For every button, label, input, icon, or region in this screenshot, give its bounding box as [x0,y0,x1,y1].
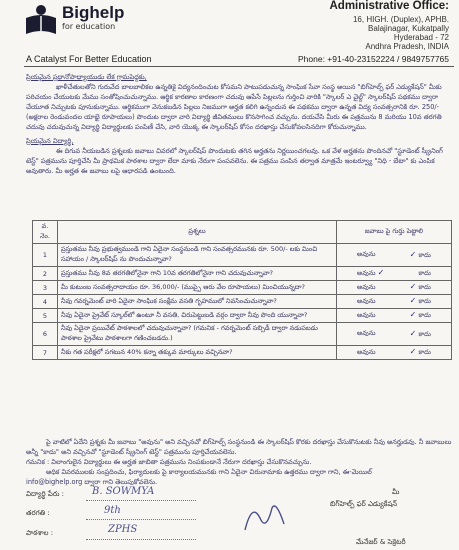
row-question: నీవు ఏదైనా ప్రయివేట్ పాఠశాలలో చదువుచున్నావా? (గమనిక - గవర్నమెంట్ సబ్సిడీ ద్వారా నడుపబడు పాఠశాల ప్రైవేటు పాఠశాలగా గణించబడదు.) [58,323,337,346]
answer-no-option[interactable]: ✓ కాదు [409,328,431,338]
row-number: 4 [33,295,58,309]
col-header-answer: జవాబు పై గుర్తు పెట్టాలి [337,221,452,244]
row-answer [337,323,452,346]
student-name-label: విద్యార్థి పేరు : [26,490,64,498]
class-underline [86,519,196,520]
class-label: తరగతి : [26,509,50,517]
answer-no-option[interactable]: కాదు [418,268,431,277]
tagline: A Catalyst For Better Education [26,54,152,64]
eligibility-table [32,220,452,360]
row-answer [337,281,452,295]
salutation: ప్రియమైన ప్రధానోపాధ్యాయుడు లేక గ్రామపెద్దకు, [26,73,147,81]
sign-for: మీ [392,488,400,496]
row-number: 7 [33,346,58,360]
address-line: 16, HIGH. (Duplex), APHB. [352,15,449,24]
row-number: 6 [33,323,58,346]
class-value[interactable]: 9th [104,505,121,516]
col-header-number: వ. నెం. [33,221,58,244]
header-divider [24,66,454,67]
letterhead [0,0,459,66]
school-label: పాఠశాల : [26,529,54,537]
table-row [33,295,452,309]
check-mark-icon: ✓ [409,328,417,338]
table-row [33,346,452,360]
table-header-row [33,221,452,244]
row-number: 5 [33,309,58,323]
col-header-questions: ప్రశ్నలు [58,221,337,244]
phone-number: Phone: +91-40-23152224 / 9849757765 [297,54,449,64]
check-mark-icon: ✓ [409,296,417,305]
check-mark-icon: ✓ [409,282,417,291]
address-line: Balajinagar, Kukatpally [368,24,449,33]
email-line: info@bighelp.org ద్వారా గాని తెలుపుకోవలెను. [26,478,158,486]
check-mark-icon: ✓ [377,268,385,277]
row-answer [337,244,452,267]
row-question: నీకు గత పరీక్షలో సగటున 40% కన్నా తక్కువ మార్కులు వచ్చినవా? [58,346,337,360]
table-row [33,244,452,267]
student-name-value[interactable]: B. SOWMYA [92,486,155,497]
intro-paragraph: ఖాళీచేతులతోని గురువేద బాలబాలికల ఉన్నతికై విద్యనందించుట కోసమని పాటుపడుచున్న సాంఘిక సేవా సంస్థ అయిన "బిగ్‌హెల్ప్ ఫర్ ఎడ్యుకేషన్" మీకు పరిచయం చేయుటకు మేము సంతోషించుచున్నాము. ఆర్థిక కారణాల కారణంగా చదువు ఆపేసే పిల్లలను గుర్తించి వారికి "స్కాలర్ ఎ చైల్డ్" స్కాలర్‌షిప్ పథకము ద్వారా చేయూత నిచ్చుటకు పూనుకున్నాము. ఆర్థికముగా వెనుకబడిన పిల్లలు నిజముగా అర్హత కలిగి ఉన్నందున ఈ పథకము ద్వారా ఉన్నత విద్య సంవత్సరానికి రూ. 250/- (అక్షరాల రెండువందల యాభై రూపాయలు) పొందుట ద్వారా వారి విద్యార్థి జీవితములు కొనసాగించ వచ్చును. దయచేసి మీరు ఈ పత్రమును 8 మరియు 10వ తరగతి చదువు చదువుచున్న విద్యార్థి విద్యార్థులకు పంపిణీ చేసి, వారి యొక్క ఈ స్కాలర్‌షిప్ కోసం దరఖాస్తు చేసుకోవలసినదిగా కోరుచున్నాము. [26,83,442,131]
sign-organization: బిగ్‌హెల్ప్ ఫర్ ఎడ్యుకేషన్ [330,500,398,508]
brand-name: Bighelp [62,3,125,22]
table-row [33,281,452,295]
closing-section [26,437,454,487]
answer-no-option[interactable]: ✓ కాదు [409,282,431,291]
answer-no-option[interactable]: ✓ కాదు [409,249,431,259]
row-number: 3 [33,281,58,295]
answer-yes-option[interactable]: అవును [357,329,376,337]
check-mark-icon: ✓ [409,310,417,319]
bighelp-logo-icon [24,4,58,36]
school-underline [86,539,196,540]
row-question: ప్రస్తుతము నీవు 8వ తరగతిలోనైనా గాని 10వ తరగతిలోనైనా గాని చదువుచున్నావా? [58,267,337,281]
answer-no-option[interactable]: ✓ కాదు [409,347,431,356]
row-question: నీవు ఏదైనా ప్రైవేట్ స్కూల్‌లో ఉంటూ నీ వసతి, చిరుపెట్టుబడి వర్గం ద్వారా నీవు పొంది యున్నావా? [58,309,337,323]
note: గమనిక : విలాంగులైన విద్యార్థులు ఈ అర్హత జాబితా పత్రమును నింపకుండానే నేరుగా దరఖాస్తు చేసుకొనవచ్చును. [26,458,312,466]
table-row [33,267,452,281]
instructions-paragraph: ఈ దిగువ నీయబడిన ప్రశ్నలకు జవాబు చివరలో స్కాలర్‌షిప్ పొందుటకు తగిన అర్హతను నిర్ణయించగలవు. ఒక వేళ అర్హతను పొందినచో "స్టూడెంట్ స్క్రీనింగ్ టెస్ట్" పత్రమును పూర్తిచేసి మీ ప్రాథమిక పాఠశాల ద్వారా లేదా మాకు నేరుగా పంపవలెను. ఈ పత్రము పంపిన తర్వాత మాత్రమే ఇంటర్వ్యూ "నిధి - బేటా" కు ఎంపిక అవుతారు. మీ అర్హత ఈ జవాబు లపై ఆధారపడి ఉంటుంది. [26,147,443,175]
row-number: 2 [33,267,58,281]
letter-body [26,72,454,176]
sign-role: మేనేజర్ & సెక్రెటరీ [356,538,406,546]
address-line: Andhra Pradesh, INDIA [365,42,449,51]
row-answer [337,309,452,323]
row-answer [337,295,452,309]
row-question: మీ కుటుంబ సంవత్సరాదాయం రూ. 36,000/- (ముప్పై ఆరు వేల రూపాయలు) మించియున్నదా? [58,281,337,295]
answer-yes-option[interactable]: అవును [357,296,376,305]
school-value[interactable]: ZPHS [108,524,138,535]
row-number: 1 [33,244,58,267]
brand-subtitle: for education [62,22,116,31]
answer-yes-option[interactable]: అవును [357,347,376,356]
answer-yes-option[interactable]: అవును ✓ [357,268,385,277]
row-question: ప్రస్తుతము నీవు ప్రభుత్వముండి గాని ఏదైనా సంస్థనుండి గాని సంవత్సరమునకు రూ. 500/- లకు మించి సహాయం / స్కాలర్‌షిప్ ను పొందుచున్నావా? [58,244,337,267]
answer-no-option[interactable]: ✓ కాదు [409,310,431,319]
office-title: Administrative Office: [329,0,449,12]
answer-yes-option[interactable]: అవును [357,310,376,319]
contact-paragraph: అధిక వివరములకు సంప్రదించు, ఫిర్యాదులకు పై కార్యాలయమునకు గాని ఏదైనా చిరునామాకు ఉత్తరము ద్వారా గాని, ఈ-మెయిల్ [46,468,372,476]
check-mark-icon: ✓ [409,249,417,259]
answer-yes-option[interactable]: అవును [357,250,376,258]
address-line: Hyderabad - 72 [393,33,449,42]
table-row [33,309,452,323]
check-mark-icon: ✓ [409,347,417,356]
row-answer [337,267,452,281]
disqualify-paragraph: పై వాటిలో ఏదేని ప్రశ్నకు మీ జవాబు "అవును" అని వచ్చినచో బిగ్‌హెల్ప్ సంస్థనుండి ఈ స్కాలర్‌షిప్ కొరకు దరఖాస్తు చేసుకొనుటకు నీవు అనర్హుడవు. నీ జవాబులు అన్నీ "కాదు" అని వచ్చినచో "స్టూడెంట్ స్క్రీనింగ్ టెస్ట్" పత్రమును పూర్తిచేయవలెను. [26,438,452,456]
answer-no-option[interactable]: ✓ కాదు [409,296,431,305]
name-underline [86,500,196,501]
table-row [33,323,452,346]
answer-yes-option[interactable]: అవును [357,282,376,291]
row-answer [337,346,452,360]
handwritten-signature-icon [240,498,290,538]
student-salutation: ప్రియమైన విద్యార్థి, [26,137,74,145]
row-question: నీవు గవర్నమెంట్ వారి ఏదైనా సాంఘిక సంక్షేమ వసతి గృహములో నివసించుచున్నావా? [58,295,337,309]
